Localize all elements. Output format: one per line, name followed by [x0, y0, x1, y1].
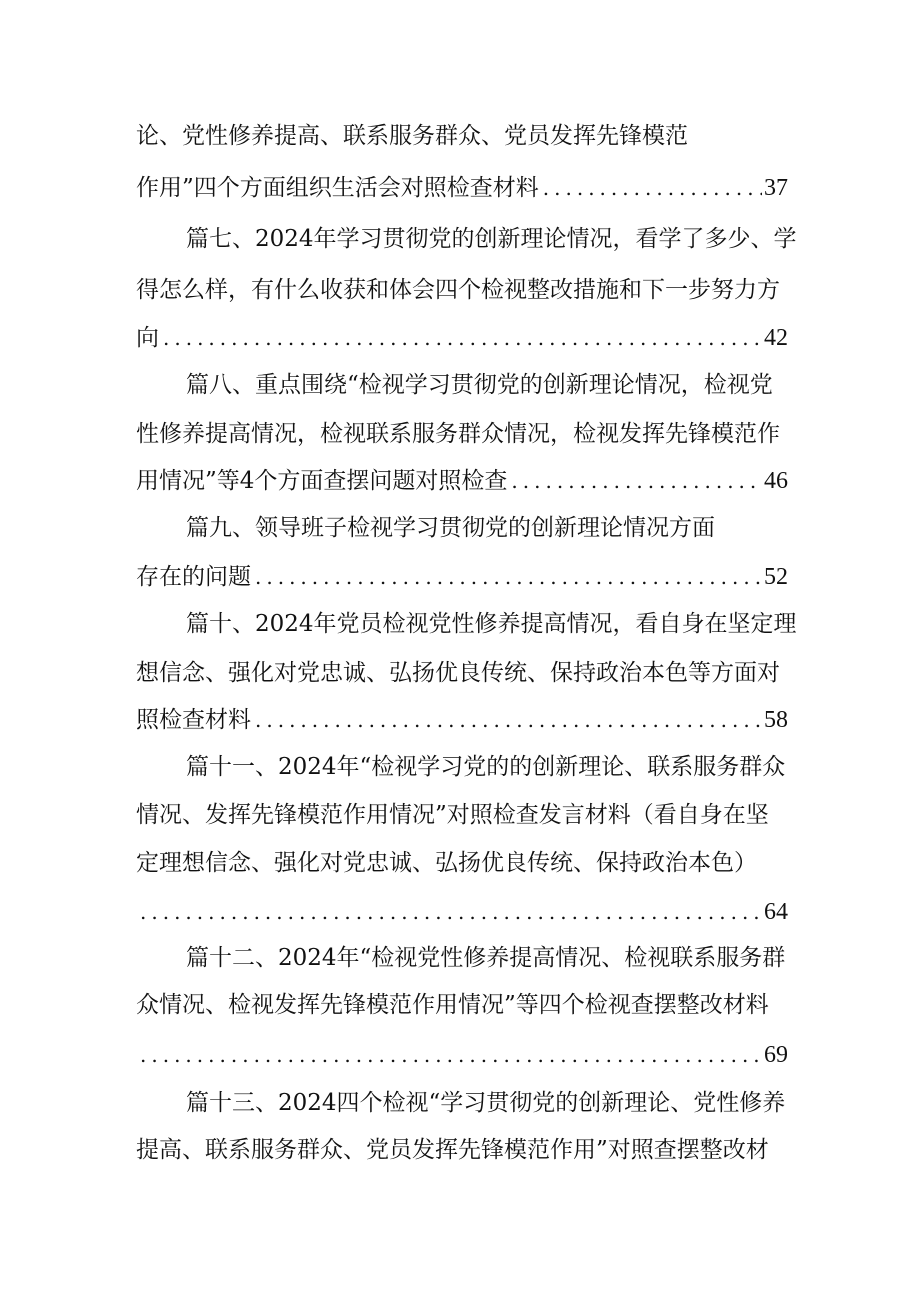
- toc-text-line: 提高、联系服务群众、党员发挥先锋模范作用”对照查摆整改材: [136, 1137, 769, 1163]
- toc-text-line: 想信念、强化对党忠诚、弘扬优良传统、保持政治本色等方面对: [136, 660, 780, 686]
- toc-page-number: 58: [764, 707, 788, 733]
- toc-leader-line[interactable]: [136, 461, 788, 501]
- dot-leader: [511, 461, 762, 501]
- dot-leader: [140, 892, 762, 932]
- toc-entry-heading[interactable]: 篇十一、2024年“检视学习党的的创新理论、联系服务群众: [186, 754, 786, 780]
- toc-entry-heading[interactable]: 篇七、2024年学习贯彻党的创新理论情况，看学了多少、学: [186, 226, 797, 252]
- toc-leader-line[interactable]: [136, 700, 788, 740]
- toc-page-number: 52: [764, 564, 788, 590]
- toc-leader-line[interactable]: [136, 168, 788, 208]
- dot-leader: [543, 168, 762, 208]
- toc-page-number: 64: [764, 899, 788, 925]
- toc-text-line: 情况、发挥先锋模范作用情况”对照检查发言材料（看自身在坚: [136, 802, 769, 828]
- toc-text-line: 众情况、检视发挥先锋模范作用情况”等四个检视查摆整改材料: [136, 992, 769, 1018]
- toc-text-line: 定理想信念、强化对党忠诚、弘扬优良传统、保持政治本色）: [136, 850, 757, 876]
- toc-leader-line[interactable]: [136, 1035, 788, 1075]
- toc-leader-line[interactable]: [136, 892, 788, 932]
- toc-text-line: 性修养提高情况，检视联系服务群众情况，检视发挥先锋模范作: [136, 421, 780, 447]
- toc-entry-title: 用情况”等4个方面查摆问题对照检查: [136, 468, 508, 494]
- toc-page-number: 37: [764, 175, 788, 201]
- toc-entry-title: 向: [136, 325, 159, 351]
- toc-page-number: 46: [764, 468, 788, 494]
- toc-entry-heading[interactable]: 篇十、2024年党员检视党性修养提高情况，看自身在坚定理: [186, 611, 797, 637]
- toc-page-number: 42: [764, 325, 788, 351]
- dot-leader: [140, 1035, 762, 1075]
- toc-entry-heading[interactable]: 篇八、重点围绕“检视学习贯彻党的创新理论情况，检视党: [186, 372, 773, 398]
- toc-entry-title: 照检查材料: [136, 707, 251, 733]
- dot-leader: [255, 557, 762, 597]
- toc-entry-heading[interactable]: 篇十二、2024年“检视党性修养提高情况、检视联系服务群: [186, 945, 786, 971]
- dot-leader: [163, 318, 762, 358]
- toc-text-line: 得怎么样，有什么收获和体会四个检视整改措施和下一步努力方: [136, 277, 780, 303]
- toc-entry-heading[interactable]: 篇九、领导班子检视学习贯彻党的创新理论情况方面: [186, 515, 715, 541]
- toc-entry-title: 存在的问题: [136, 564, 251, 590]
- toc-page-number: 69: [764, 1042, 788, 1068]
- toc-text-line: 论、党性修养提高、联系服务群众、党员发挥先锋模范: [136, 123, 688, 149]
- toc-entry-heading[interactable]: 篇十三、2024四个检视“学习贯彻党的创新理论、党性修养: [186, 1090, 786, 1116]
- toc-entry-title: 作用”四个方面组织生活会对照检查材料: [136, 175, 539, 201]
- dot-leader: [255, 700, 762, 740]
- toc-leader-line[interactable]: [136, 557, 788, 597]
- toc-leader-line[interactable]: [136, 318, 788, 358]
